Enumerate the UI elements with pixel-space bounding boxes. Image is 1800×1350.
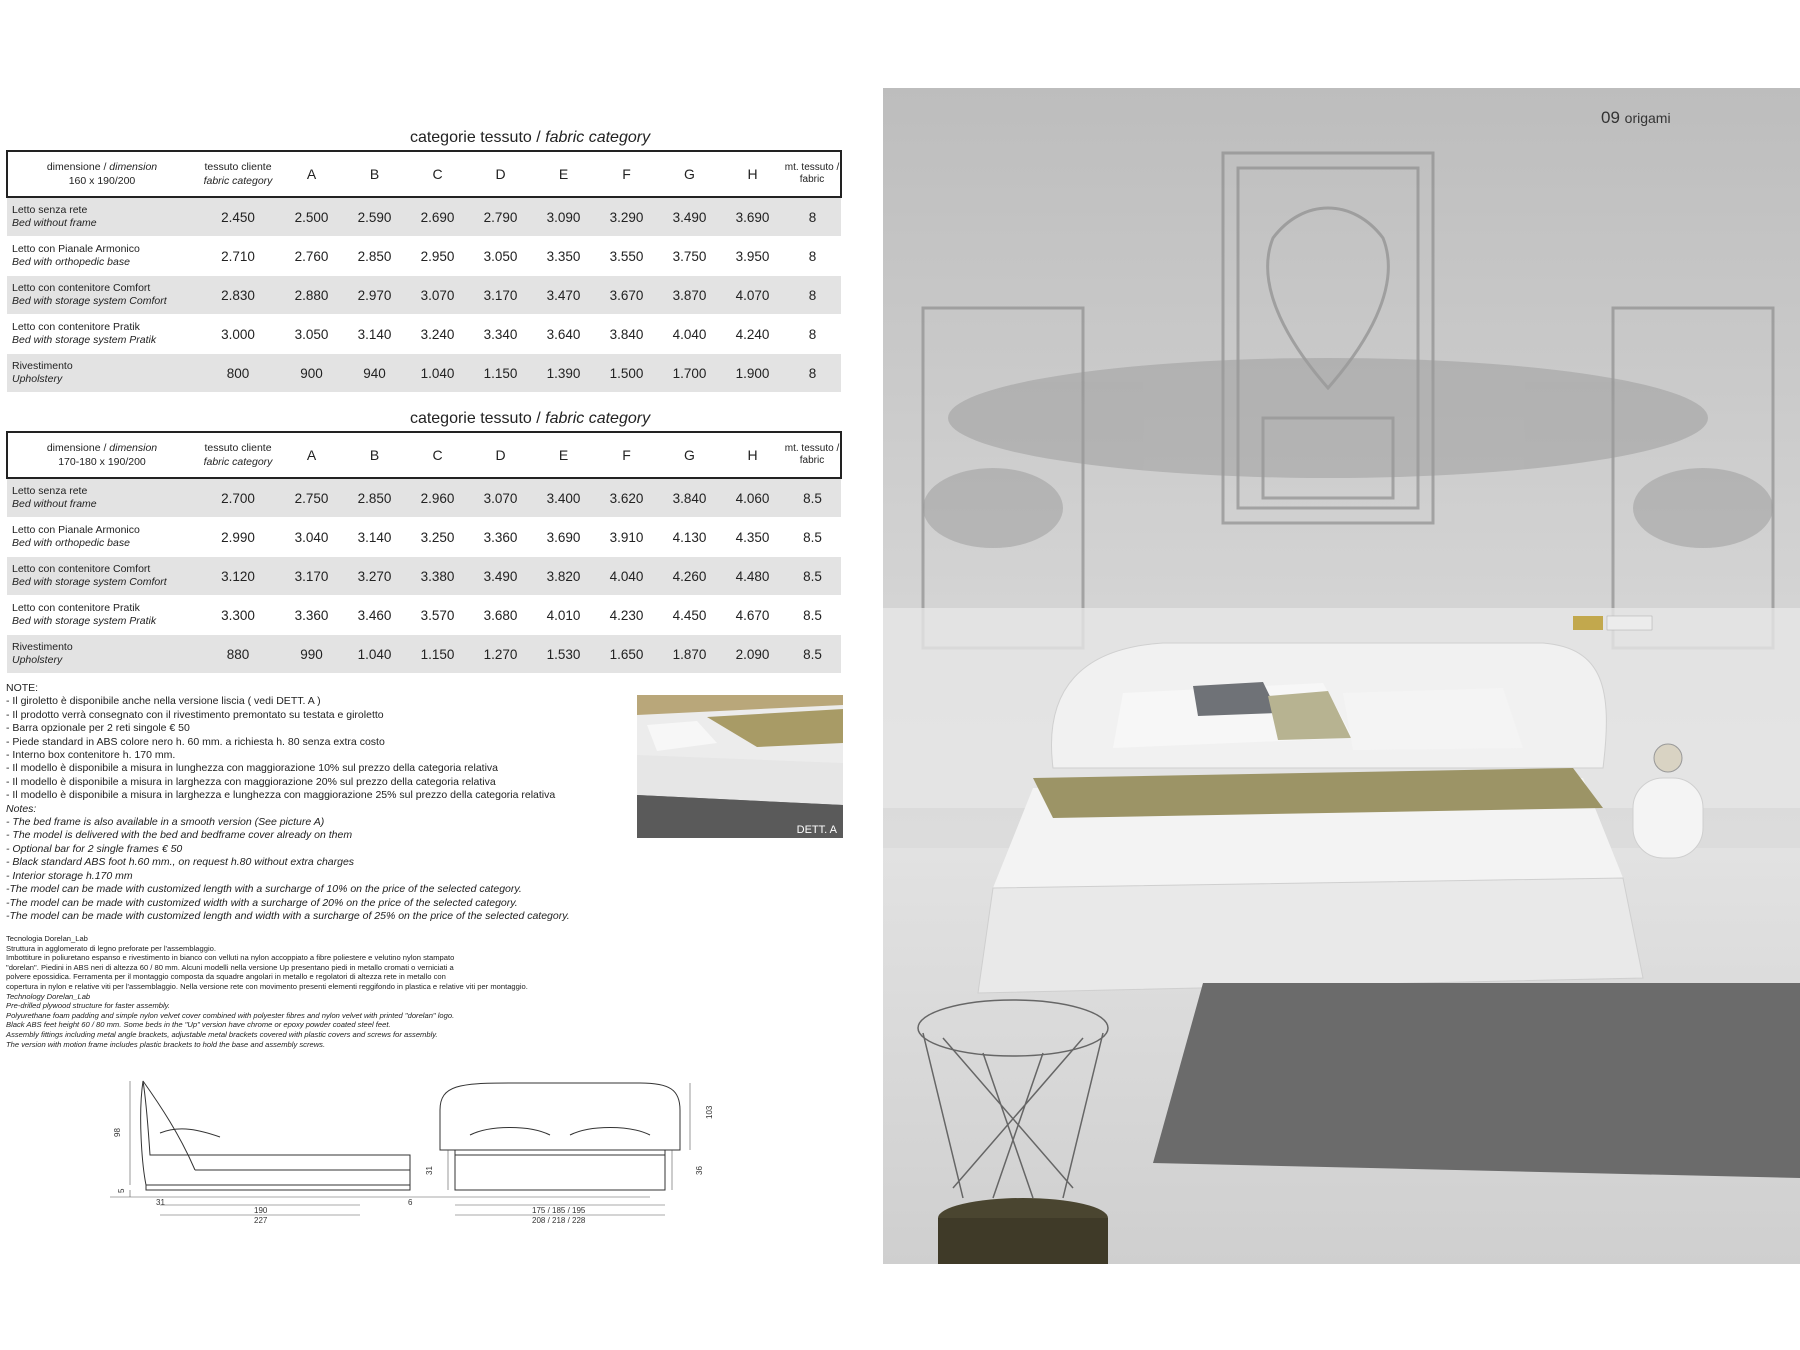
col-f: F — [595, 151, 658, 197]
technology-block — [6, 934, 626, 1049]
table-row — [7, 635, 841, 674]
note-line: -The model can be made with customized length and width with a surcharge of 25% on the price of the selected category. — [6, 909, 570, 922]
price-cell: 3.000 — [196, 315, 280, 354]
price-cell: 4.240 — [721, 315, 784, 354]
price-cell: 1.900 — [721, 354, 784, 393]
price-cell: 8.5 — [784, 635, 841, 674]
dim-length-total: 227 — [254, 1216, 268, 1225]
row-label: Rivestimento Upholstery — [7, 354, 196, 393]
row-label: Letto senza rete Bed without frame — [7, 478, 196, 518]
detail-photo — [637, 695, 843, 838]
price-cell: 2.880 — [280, 276, 343, 315]
note-line: - Black standard ABS foot h.60 mm., on request h.80 without extra charges — [6, 856, 355, 869]
dim-base-left: 31 — [156, 1198, 165, 1207]
price-cell: 3.070 — [469, 478, 532, 518]
fabric-meters-header: mt. tessuto / fabric — [784, 151, 841, 197]
price-cell: 2.760 — [280, 237, 343, 276]
col-c: C — [406, 432, 469, 478]
notes-en-list — [6, 816, 626, 923]
price-cell: 940 — [343, 354, 406, 393]
notes-en-title: Notes: — [6, 802, 37, 815]
price-cell: 2.700 — [196, 478, 280, 518]
table-row — [7, 557, 841, 596]
product-name: origami — [1624, 110, 1671, 126]
table-row — [7, 237, 841, 276]
price-cell: 2.450 — [196, 197, 280, 237]
notes-block — [6, 682, 626, 923]
note-line: "dorelan". Piedini in ABS neri di altezza 60 / 80 mm. Alcuni modelli nella versione Up presentano piedi in metallo cromati o verniciati a — [6, 962, 454, 972]
note-line: - Interno box contenitore h. 170 mm. — [6, 749, 176, 762]
price-cell: 3.240 — [406, 315, 469, 354]
col-e: E — [532, 432, 595, 478]
price-cell: 1.700 — [658, 354, 721, 393]
dim-width-inner: 175 / 185 / 195 — [532, 1206, 586, 1215]
price-cell: 3.670 — [595, 276, 658, 315]
col-g: G — [658, 432, 721, 478]
table-row — [7, 354, 841, 393]
table-row — [7, 197, 841, 237]
dim-height: 98 — [113, 1128, 122, 1137]
price-cell: 2.590 — [343, 197, 406, 237]
price-cell: 3.690 — [532, 518, 595, 557]
col-b: B — [343, 432, 406, 478]
price-cell: 3.380 — [406, 557, 469, 596]
price-cell: 1.040 — [343, 635, 406, 674]
note-line: Assembly fittings including metal angle brackets, adjustable metal brackets covered with plastic covers and screws for assembly. — [6, 1029, 438, 1039]
price-cell: 1.150 — [406, 635, 469, 674]
price-cell: 3.870 — [658, 276, 721, 315]
price-cell: 3.910 — [595, 518, 658, 557]
technology-en — [6, 992, 626, 1050]
price-cell: 3.750 — [658, 237, 721, 276]
price-cell: 4.010 — [532, 596, 595, 635]
row-label: Rivestimento Upholstery — [7, 635, 196, 674]
price-table-170-180 — [6, 431, 842, 673]
price-table-160 — [6, 150, 842, 392]
price-cell: 4.450 — [658, 596, 721, 635]
dim-foot-right: 6 — [408, 1198, 413, 1207]
page-number — [1601, 108, 1671, 128]
table-row — [7, 478, 841, 518]
note-line: - The bed frame is also available in a smooth version (See picture A) — [6, 816, 325, 829]
price-cell: 1.040 — [406, 354, 469, 393]
note-line: - Il modello è disponibile a misura in larghezza con maggiorazione 20% sul prezzo della categoria relativa — [6, 775, 496, 788]
price-cell: 1.150 — [469, 354, 532, 393]
price-cell: 3.550 — [595, 237, 658, 276]
price-cell: 3.050 — [469, 237, 532, 276]
row-label: Letto con Pianale Armonico Bed with orthopedic base — [7, 237, 196, 276]
price-cell: 3.120 — [196, 557, 280, 596]
front-view — [440, 1083, 680, 1190]
price-list-page — [0, 0, 880, 1350]
detail-a-image — [637, 695, 843, 838]
row-label: Letto senza rete Bed without frame — [7, 197, 196, 237]
price-cell: 900 — [280, 354, 343, 393]
price-cell: 3.070 — [406, 276, 469, 315]
price-cell: 1.270 — [469, 635, 532, 674]
col-f: F — [595, 432, 658, 478]
dimension-lines — [110, 1081, 690, 1215]
price-cell: 2.970 — [343, 276, 406, 315]
table-header — [7, 432, 841, 478]
price-cell: 3.290 — [595, 197, 658, 237]
price-cell: 3.360 — [469, 518, 532, 557]
price-cell: 3.820 — [532, 557, 595, 596]
col-h: H — [721, 432, 784, 478]
price-cell: 3.690 — [721, 197, 784, 237]
price-cell: 8.5 — [784, 478, 841, 518]
price-cell: 3.140 — [343, 315, 406, 354]
price-cell: 3.170 — [280, 557, 343, 596]
price-cell: 1.530 — [532, 635, 595, 674]
price-cell: 3.040 — [280, 518, 343, 557]
note-line: Tecnologia Dorelan_Lab — [6, 934, 88, 943]
price-cell: 8.5 — [784, 596, 841, 635]
dim-length-inner: 190 — [254, 1206, 268, 1215]
technology-it — [6, 934, 626, 992]
note-line: - Optional bar for 2 single frames € 50 — [6, 842, 183, 855]
price-cell: 4.260 — [658, 557, 721, 596]
price-cell: 8 — [784, 315, 841, 354]
note-line: -The model can be made with customized length with a surcharge of 10% on the price of the selected category. — [6, 883, 522, 896]
note-line: Black ABS feet height 60 / 80 mm. Some beds in the "Up" version have chrome or epoxy powder coated steel feet. — [6, 1020, 391, 1030]
price-cell: 1.650 — [595, 635, 658, 674]
price-cell: 1.870 — [658, 635, 721, 674]
price-cell: 4.230 — [595, 596, 658, 635]
price-cell: 8 — [784, 354, 841, 393]
note-line: Imbottiture in poliuretano espanso e rivestimento in bianco con velluti na nylon accoppiato a fibre poliestere e velutino nylon stampato — [6, 953, 455, 963]
dim-width-total: 208 / 218 / 228 — [532, 1216, 586, 1225]
col-g: G — [658, 151, 721, 197]
price-cell: 3.270 — [343, 557, 406, 596]
price-cell: 2.830 — [196, 276, 280, 315]
price-cell: 8.5 — [784, 518, 841, 557]
client-fabric-header: tessuto cliente fabric category — [196, 432, 280, 478]
fabric-meters-header: mt. tessuto / fabric — [784, 432, 841, 478]
client-fabric-header: tessuto cliente fabric category — [196, 151, 280, 197]
price-cell: 1.500 — [595, 354, 658, 393]
price-cell: 3.170 — [469, 276, 532, 315]
table1-title: categorie tessuto / fabric category — [409, 129, 651, 146]
price-cell: 2.750 — [280, 478, 343, 518]
price-cell: 990 — [280, 635, 343, 674]
note-line: copertura in nylon e relative viti per l'assemblaggio. Nella versione rete con movimento presenti elementi reggifondo in plastica e relative viti per montaggio. — [6, 981, 528, 991]
price-cell: 8.5 — [784, 557, 841, 596]
note-line: -The model can be made with customized width with a surcharge of 20% on the price of the selected category. — [6, 896, 518, 909]
price-cell: 2.690 — [406, 197, 469, 237]
dim-front-side: 36 — [695, 1166, 704, 1175]
price-cell: 3.680 — [469, 596, 532, 635]
col-b: B — [343, 151, 406, 197]
row-label: Letto con contenitore Comfort Bed with storage system Comfort — [7, 557, 196, 596]
price-cell: 4.040 — [658, 315, 721, 354]
price-cell: 3.570 — [406, 596, 469, 635]
detail-a-label: DETT. A — [796, 824, 837, 836]
table2-title: categorie tessuto / fabric category — [409, 410, 651, 427]
note-line: - The model is delivered with the bed and bedframe cover already on them — [6, 829, 353, 842]
dimension-header: dimensione / dimension 160 x 190/200 — [7, 151, 196, 197]
table-row — [7, 276, 841, 315]
col-d: D — [469, 432, 532, 478]
note-line: - Piede standard in ABS colore nero h. 60 mm. a richiesta h. 80 senza extra costo — [6, 735, 385, 748]
price-cell: 880 — [196, 635, 280, 674]
col-e: E — [532, 151, 595, 197]
price-cell: 2.850 — [343, 237, 406, 276]
row-label: Letto con contenitore Pratik Bed with storage system Pratik — [7, 596, 196, 635]
price-cell: 3.050 — [280, 315, 343, 354]
col-h: H — [721, 151, 784, 197]
note-line: - Il modello è disponibile a misura in larghezza e lunghezza con maggiorazione 25% sul prezzo della categoria relativa — [6, 789, 556, 802]
technical-drawing — [110, 1075, 750, 1235]
note-line: polvere epossidica. Ferramenta per il montaggio composta da squadre angolari in metallo e regolatori di altezza rete in metallo con — [6, 972, 446, 982]
price-cell: 2.790 — [469, 197, 532, 237]
price-cell: 4.040 — [595, 557, 658, 596]
table-row — [7, 315, 841, 354]
note-line: Pre-drilled plywood structure for faster assembly. — [6, 1001, 171, 1011]
col-a: A — [280, 432, 343, 478]
price-cell: 3.460 — [343, 596, 406, 635]
price-cell: 4.670 — [721, 596, 784, 635]
price-cell: 2.710 — [196, 237, 280, 276]
row-label: Letto con contenitore Comfort Bed with storage system Comfort — [7, 276, 196, 315]
price-cell: 3.300 — [196, 596, 280, 635]
price-cell: 4.350 — [721, 518, 784, 557]
side-view — [141, 1081, 410, 1190]
dim-foot-left: 5 — [117, 1188, 126, 1193]
price-cell: 8 — [784, 197, 841, 237]
price-cell: 3.470 — [532, 276, 595, 315]
price-cell: 3.490 — [469, 557, 532, 596]
note-line: Technology Dorelan_Lab — [6, 991, 91, 1001]
notes-it-title: NOTE: — [6, 682, 39, 694]
price-cell: 3.840 — [658, 478, 721, 518]
row-label: Letto con Pianale Armonico Bed with orthopedic base — [7, 518, 196, 557]
note-line: Struttura in agglomerato di legno preforate per l'assemblaggio. — [6, 943, 216, 953]
price-cell: 3.340 — [469, 315, 532, 354]
price-cell: 2.960 — [406, 478, 469, 518]
price-cell: 8 — [784, 276, 841, 315]
price-cell: 4.060 — [721, 478, 784, 518]
bedroom-photo — [883, 88, 1800, 1264]
dim-front-height: 103 — [705, 1105, 714, 1119]
note-line: - Il prodotto verrà consegnato con il rivestimento premontato su testata e giroletto — [6, 708, 384, 721]
price-cell: 3.640 — [532, 315, 595, 354]
price-cell: 3.950 — [721, 237, 784, 276]
note-line: - Il modello è disponibile a misura in lunghezza con maggiorazione 10% sul prezzo della categoria relativa — [6, 762, 499, 775]
dim-front-base: 31 — [425, 1166, 434, 1175]
note-line: - Interior storage h.170 mm — [6, 869, 133, 882]
price-cell: 3.250 — [406, 518, 469, 557]
page-number-digits: 09 — [1601, 108, 1620, 127]
price-cell: 800 — [196, 354, 280, 393]
price-cell: 3.140 — [343, 518, 406, 557]
note-line: Polyurethane foam padding and simple nylon velvet cover combined with polyester fibres and nylon velvet with printed "dorelan" logo. — [6, 1010, 455, 1020]
price-cell: 2.950 — [406, 237, 469, 276]
price-cell: 3.090 — [532, 197, 595, 237]
note-line: The version with motion frame includes plastic brackets to hold the base and assembly screws. — [6, 1039, 326, 1049]
price-cell: 2.850 — [343, 478, 406, 518]
price-cell: 4.070 — [721, 276, 784, 315]
price-cell: 2.990 — [196, 518, 280, 557]
price-cell: 3.620 — [595, 478, 658, 518]
price-cell: 4.480 — [721, 557, 784, 596]
price-cell: 1.390 — [532, 354, 595, 393]
price-cell: 2.500 — [280, 197, 343, 237]
table-header — [7, 151, 841, 197]
table-row — [7, 518, 841, 557]
dimension-header: dimensione / dimension 170-180 x 190/200 — [7, 432, 196, 478]
product-photo — [883, 88, 1800, 1264]
price-cell: 8 — [784, 237, 841, 276]
note-line: - Il giroletto è disponibile anche nella versione liscia ( vedi DETT. A ) — [6, 695, 321, 708]
price-cell: 4.130 — [658, 518, 721, 557]
price-cell: 3.840 — [595, 315, 658, 354]
col-d: D — [469, 151, 532, 197]
table-row — [7, 596, 841, 635]
row-label: Letto con contenitore Pratik Bed with storage system Pratik — [7, 315, 196, 354]
col-c: C — [406, 151, 469, 197]
price-cell: 3.350 — [532, 237, 595, 276]
col-a: A — [280, 151, 343, 197]
price-cell: 2.090 — [721, 635, 784, 674]
price-cell: 3.400 — [532, 478, 595, 518]
price-cell: 3.490 — [658, 197, 721, 237]
notes-it-list — [6, 695, 626, 802]
price-cell: 3.360 — [280, 596, 343, 635]
note-line: - Barra opzionale per 2 reti singole € 50 — [6, 722, 190, 735]
